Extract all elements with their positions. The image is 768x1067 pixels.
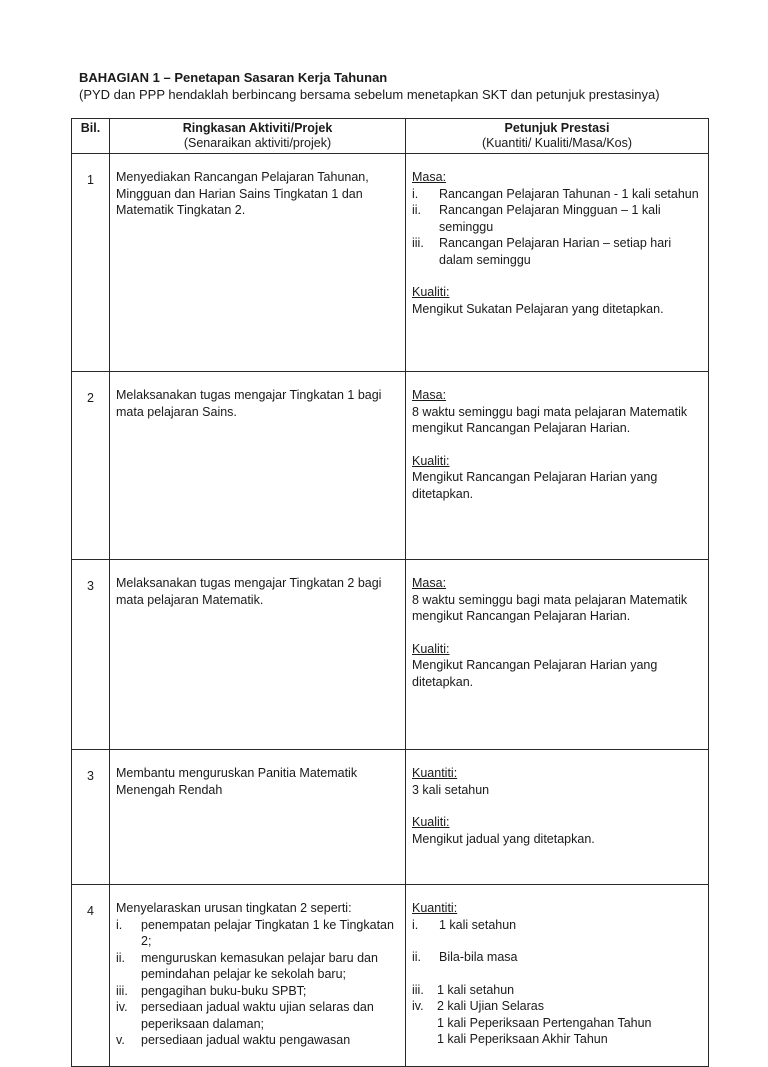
masa-label: Masa: [412,170,447,184]
section-subtitle: (PYD dan PPP hendaklah berbincang bersama sebelum menetapkan SKT dan petunjuk prestasinya) [79,87,660,102]
table-row [72,154,709,372]
table-row [72,750,709,885]
activity-cell: Melaksanakan tugas mengajar Tingkatan 1 bagi mata pelajaran Sains. [110,372,406,560]
skt-table [71,118,709,1067]
kualiti-text: Mengikut Sukatan Pelajaran yang ditetapkan. [412,301,664,316]
kualiti-label: Kualiti: [412,815,450,829]
kuantiti-label: Kuantiti: [412,766,458,780]
activity-cell: Menyediakan Rancangan Pelajaran Tahunan, Mingguan dan Harian Sains Tingkatan 1 dan Matematik Tingkatan 2. [110,154,406,372]
row-number: 3 [72,750,110,885]
table-row [72,372,709,560]
kualiti-text: Mengikut Rancangan Pelajaran Harian yang ditetapkan. [412,658,658,689]
table-row [72,885,709,1067]
row-number: 3 [72,560,110,750]
header-indicator: Petunjuk Prestasi (Kuantiti/ Kualiti/Masa/Kos) [406,119,709,154]
row-number: 4 [72,885,110,1067]
kualiti-text: Mengikut jadual yang ditetapkan. [412,831,595,846]
activity-cell: Menyelaraskan urusan tingkatan 2 seperti: i. penempatan pelajar Tingkatan 1 ke Tingkatan 2; ii. menguruskan kemasukan pelajar baru dan pemindahan pelajar ke sekolah baru; iii. pengagihan buku-buku SPBT; iv. persediaan jadual waktu ujian selaras dan peperiksaan dalaman; v. persediaan jadual waktu pengawasan [110,885,406,1067]
indicator-cell [406,372,709,560]
kualiti-label: Kualiti: [412,285,450,299]
header-activity: Ringkasan Aktiviti/Projek (Senaraikan aktiviti/projek) [110,119,406,154]
row-number: 2 [72,372,110,560]
kualiti-text: Mengikut Rancangan Pelajaran Harian yang ditetapkan. [412,470,658,501]
indicator-cell: Masa: i. Rancangan Pelajaran Tahunan - 1 kali setahun ii. Rancangan Pelajaran Mingguan – 1 kali seminggu iii. Rancangan Pelajaran Harian – setiap hari dalam seminggu Kualiti: Mengikut Sukatan Pelajaran yang ditetapkan. [406,154,709,372]
activity-cell: Membantu menguruskan Panitia Matematik Menengah Rendah [110,750,406,885]
masa-text: 8 waktu seminggu bagi mata pelajaran Matematik mengikut Rancangan Pelajaran Harian. [412,404,688,435]
section-title: BAHAGIAN 1 – Penetapan Sasaran Kerja Tahunan [79,70,388,85]
section-heading [79,69,739,103]
masa-label: Masa: [412,388,447,402]
indicator-cell: Kuantiti: i. 1 kali setahun ii. Bila-bila masa iii. 1 kali setahun iv. 2 kali Ujian Selaras 1 kali Peperiksaan Pertengahan Tahun 1 kali Peperiksaan Akhir Tahun [406,885,709,1067]
activity-cell: Melaksanakan tugas mengajar Tingkatan 2 bagi mata pelajaran Matematik. [110,560,406,750]
masa-text: 8 waktu seminggu bagi mata pelajaran Matematik mengikut Rancangan Pelajaran Harian. [412,592,688,623]
indicator-cell [406,560,709,750]
kualiti-label: Kualiti: [412,453,450,468]
kuantiti-label: Kuantiti: [412,901,458,915]
kualiti-label: Kualiti: [412,641,450,656]
kuantiti-text: 3 kali setahun [412,782,490,797]
masa-label: Masa: [412,576,447,590]
row-number: 1 [72,154,110,372]
table-header-row [72,119,709,154]
indicator-cell [406,750,709,885]
header-bil: Bil. [72,119,110,154]
table-row [72,560,709,750]
